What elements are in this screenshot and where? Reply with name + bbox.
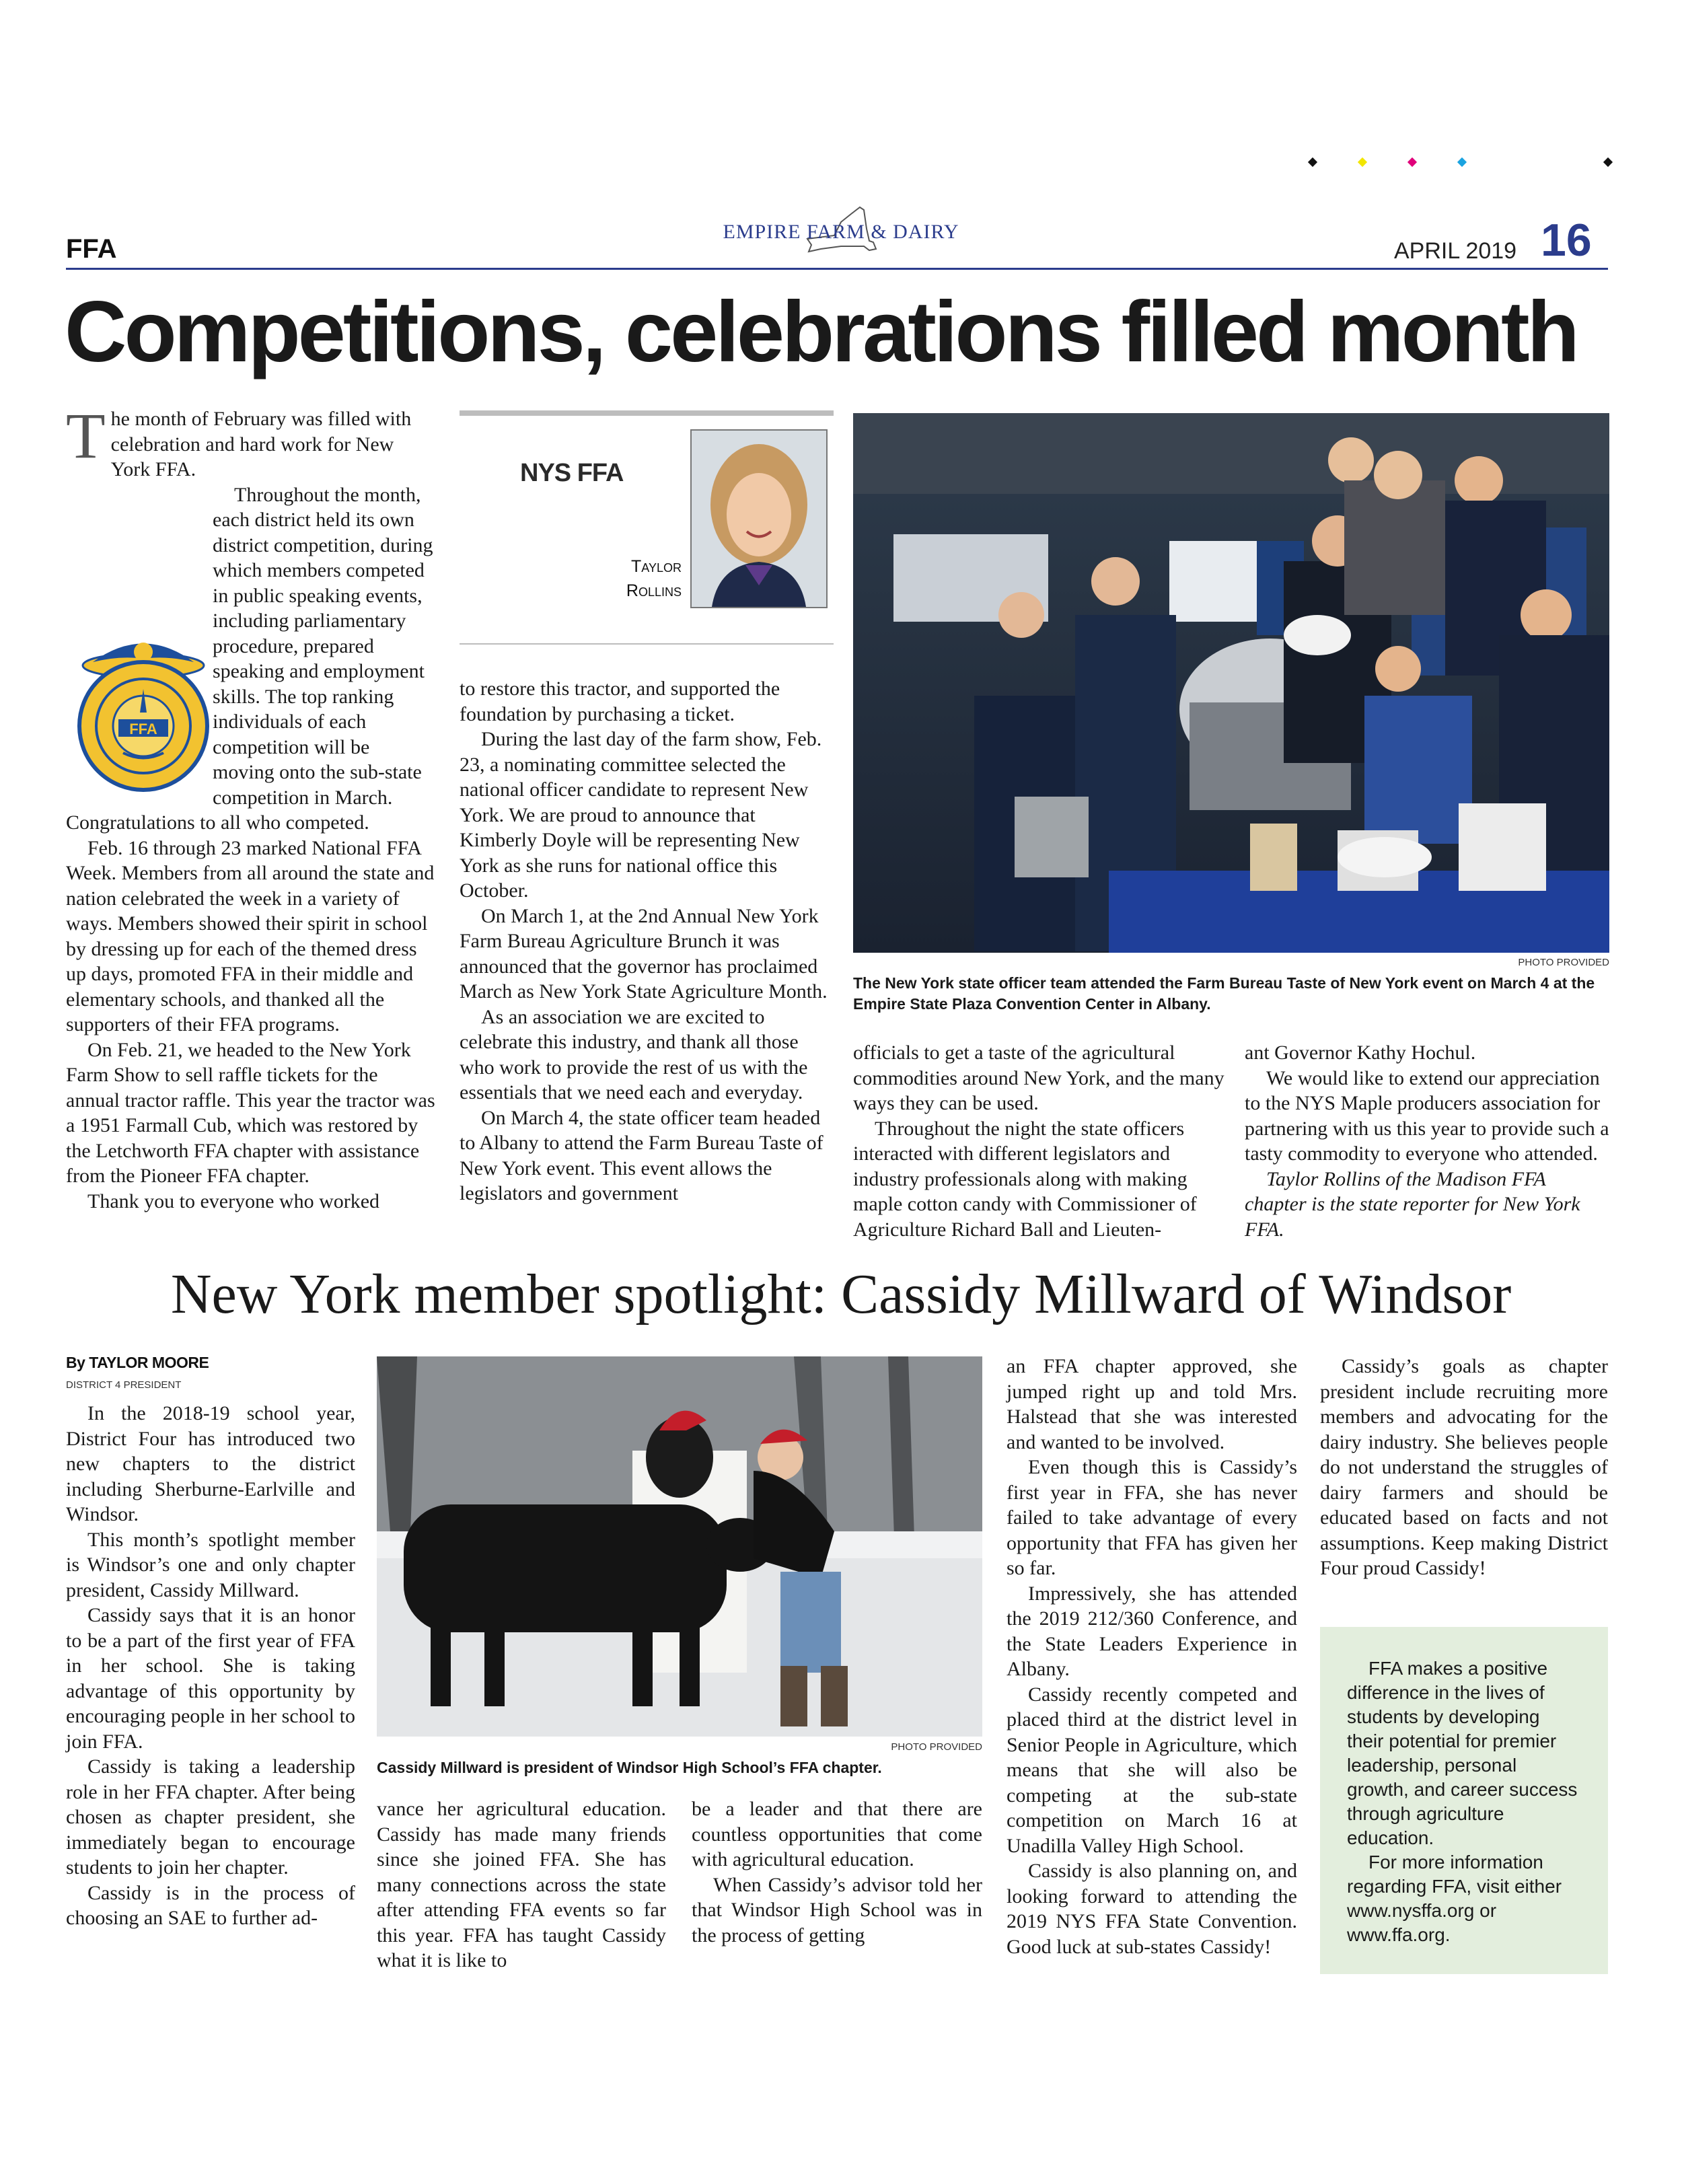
spotlight-column-1	[66, 1401, 355, 1931]
association-paragraph: As an association we are excited to celebrate this industry, and thank all those who work to provide the rest of us with the essentials that we need each and everyday.	[460, 1005, 808, 1103]
author-first-name: Taylor	[631, 557, 682, 576]
masthead	[713, 202, 969, 262]
dropcap-letter: T	[66, 400, 106, 472]
spotlight-photo-caption: Cassidy Millward is president of Windsor High School’s FFA chapter.	[377, 1759, 882, 1776]
state-officer-paragraph: On March 4, the state officer team headed to Albany to attend the Farm Bureau Taste of New York event. This event allows the legislators and government	[460, 1106, 824, 1204]
agricultural-education-paragraph: vance her agricultural education. Cassidy has made many friends since she joined FFA. She has many connections across the state after attending FFA events so far this year. FFA has taught Cassidy what it is like to	[377, 1798, 666, 1971]
maple-candy-paragraph: Throughout the night the state officers interacted with different legislators and industry professionals along with making maple cotton candy with Commissioner of Agriculture Richard Ball and Lieuten-	[853, 1117, 1197, 1241]
district-chapters-paragraph: In the 2018-19 school year, District Four has introduced two new chapters to the district including Sherburne-Earlville and Windsor.	[66, 1402, 355, 1525]
main-headline: Competitions, celebrations filled month	[65, 284, 1577, 380]
masthead-title: EMPIRE FARM & DAIRY	[723, 221, 959, 243]
conference-paragraph: Impressively, she has attended the 2019 212/360 Conference, and the State Leaders Experience in Albany.	[1007, 1582, 1297, 1680]
advisor-paragraph: When Cassidy’s advisor told her that Windsor High School was in the process of getting	[692, 1873, 982, 1946]
section-label: FFA	[66, 234, 117, 264]
registration-mark-yellow	[1358, 157, 1367, 167]
column-header-box	[460, 410, 834, 646]
ffa-emblem-icon	[66, 625, 221, 797]
registration-mark-magenta	[1407, 157, 1417, 167]
author-bio: Taylor Rollins of the Madison FFA chapter is the state reporter for New York FFA.	[1245, 1167, 1580, 1241]
spotlight-photo-credit: PHOTO PROVIDED	[891, 1741, 982, 1753]
main-article-column-3	[853, 1040, 1227, 1242]
brunch-paragraph: On March 1, at the 2nd Annual New York Farm Bureau Agriculture Brunch it was announced that the governor has proclaimed March as New York State Agriculture Month.	[460, 904, 828, 1003]
ffa-week-paragraph: Feb. 16 through 23 marked National FFA Week. Members from all around the state and nation celebrated the week in a variety of ways. Members showed their spirit in school by dressing up for each of the themed dress up days, promoted FFA in their middle and elementary schools, and thanked all the supporters of their FFA programs.	[66, 836, 435, 1035]
event-photo-caption: The New York state officer team attended the Farm Bureau Taste of New York event on March 4 at the Empire State Plaza Convention Center in Albany.	[853, 974, 1595, 1013]
column-author	[601, 554, 682, 603]
thank-you-paragraph: Thank you to everyone who worked	[87, 1190, 380, 1212]
page-number: 16	[1541, 215, 1592, 266]
column-label: NYS FFA	[520, 459, 624, 487]
appreciation-paragraph: We would like to extend our appreciation to the NYS Maple producers association for partnering with us this year to provide such a tasty commodity to everyone who attended.	[1245, 1066, 1609, 1165]
emblem-float	[44, 625, 206, 800]
ffa-info-box	[1320, 1627, 1608, 1974]
main-article-column-2	[460, 676, 834, 1206]
spotlight-photo	[377, 1356, 982, 1737]
main-article-column-1	[66, 400, 436, 1214]
column-box-top-rule	[460, 410, 834, 416]
author-last-name: Rollins	[626, 581, 682, 600]
spotlight-column-2	[377, 1796, 666, 1973]
intro-paragraph: he month of February was filled with celebration and hard work for New York FFA.	[110, 408, 412, 480]
registration-mark-black	[1308, 157, 1317, 167]
registration-mark-black-2	[1603, 157, 1613, 167]
officials-paragraph: officials to get a taste of the agricultural commodities around New York, and the many ways they can be used.	[853, 1042, 1224, 1114]
sae-paragraph: Cassidy is in the process of choosing an SAE to further ad-	[66, 1881, 355, 1929]
farm-show-paragraph: On Feb. 21, we headed to the New York Farm Show to sell raffle tickets for the annual tractor raffle. This year the tractor was a 1951 Farmall Cub, which was restored by the Letchworth FFA chapter with assistance from the Pioneer FFA chapter.	[66, 1038, 435, 1187]
districts-paragraph: FFA Throughout the month, each district held its own district competition, during which members competed in public speaking events, including parliamentary procedure, prepared speaking and employment skills. The top ranking individuals of each competition will be moving onto the sub-state competition in March. Congratulations to all who competed.	[66, 482, 436, 836]
first-year-paragraph: Even though this is Cassidy’s first year in FFA, she has never failed to take advantage of every opportunity that FFA has given her so far.	[1007, 1456, 1297, 1579]
convention-paragraph: Cassidy is also planning on, and looking forward to attending the 2019 NYS FFA State Convention. Good luck at sub-states Cassidy!	[1007, 1860, 1297, 1958]
spotlight-column-3	[692, 1796, 982, 1948]
registration-mark-cyan	[1457, 157, 1467, 167]
competition-paragraph: Cassidy recently competed and placed third at the district level in Senior People in Agriculture, which means that she will also be competing at the sub-state competition on March 16 at Unadilla Valley High School.	[1007, 1683, 1297, 1857]
tractor-support-paragraph: to restore this tractor, and supported the foundation by purchasing a ticket.	[460, 678, 780, 725]
spotlight-intro-paragraph: This month’s spotlight member is Windsor’s one and only chapter president, Cassidy Millward.	[66, 1528, 355, 1601]
header-rule	[66, 268, 1608, 270]
goals-paragraph: Cassidy’s goals as chapter president include recruiting more members and advocating for the dairy industry. She believes people do not understand the struggles of dairy farmers and should be educated based on facts and not assumptions. Keep making District Four proud Cassidy!	[1320, 1355, 1608, 1579]
column-box-bottom-rule	[460, 643, 834, 645]
issue-date: APRIL 2019	[1394, 238, 1517, 264]
spotlight-column-5	[1320, 1354, 1608, 1581]
nominating-paragraph: During the last day of the farm show, Feb. 23, a nominating committee selected the national officer candidate to represent New York. We are proud to announce that Kimberly Doyle will be representing New York as she runs for national office this October.	[460, 728, 822, 902]
opportunities-paragraph: be a leader and that there are countless opportunities that come with agricultural education.	[692, 1798, 982, 1870]
info-box-mission: FFA makes a positive difference in the lives of students by developing their potential for premier leadership, personal growth, and career success through agriculture education.	[1347, 1658, 1578, 1848]
leadership-paragraph: Cassidy is taking a leadership role in her FFA chapter. After being chosen as chapter president, she immediately began to encourage students to join her chapter.	[66, 1755, 355, 1879]
spotlight-byline-title: DISTRICT 4 PRESIDENT	[66, 1379, 182, 1391]
event-photo-illustration	[853, 413, 1609, 953]
spotlight-column-4	[1007, 1354, 1297, 1959]
svg-text:FFA: FFA	[129, 720, 157, 737]
info-box-links: For more information regarding FFA, visit either www.nysffa.org or www.ffa.org.	[1347, 1852, 1562, 1945]
event-photo	[853, 413, 1609, 953]
main-article-column-4	[1245, 1040, 1609, 1242]
chapter-approved-paragraph: an FFA chapter approved, she jumped right up and told Mrs. Halstead that she was interested and wanted to be involved.	[1007, 1355, 1297, 1453]
spotlight-byline: By TAYLOR MOORE	[66, 1354, 209, 1371]
lieutenant-governor-paragraph: ant Governor Kathy Hochul.	[1245, 1042, 1476, 1064]
spotlight-headline: New York member spotlight: Cassidy Millward of Windsor	[170, 1263, 1512, 1325]
portrait-illustration	[692, 431, 826, 607]
author-headshot	[690, 429, 828, 608]
event-photo-credit: PHOTO PROVIDED	[1518, 957, 1609, 968]
spotlight-photo-illustration	[377, 1356, 982, 1737]
honor-paragraph: Cassidy says that it is an honor to be a part of the first year of FFA in her school. She is taking advantage of this opportunity by encouraging people in her school to join FFA.	[66, 1604, 355, 1753]
